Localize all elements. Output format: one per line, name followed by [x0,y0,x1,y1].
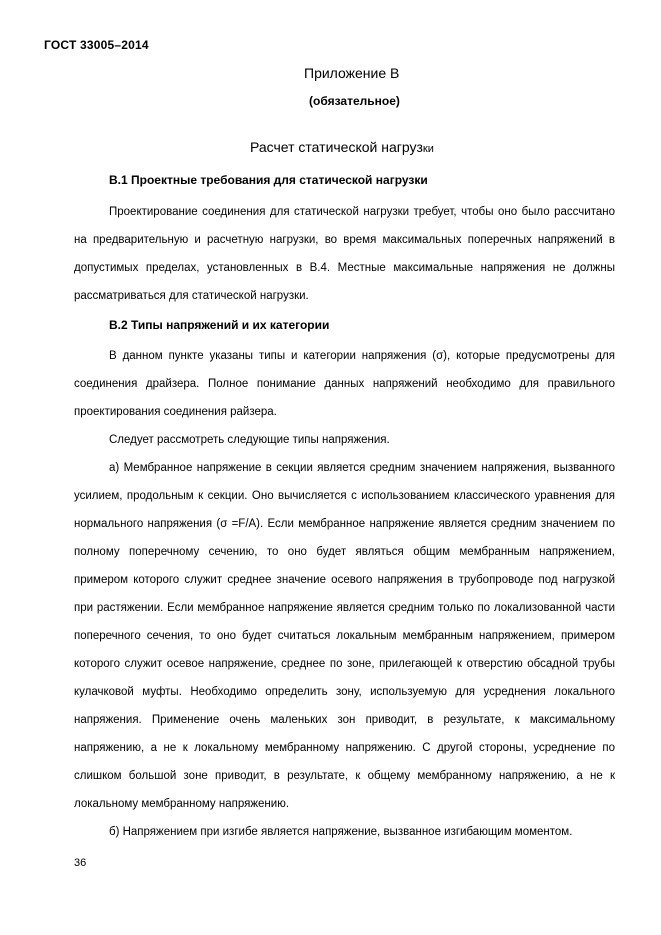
appendix-title: Приложение В [304,65,400,81]
paragraph-b2-item-b: б) Напряжением при изгибе является напряжение, вызванное изгибающим моментом. [109,826,573,838]
standard-code: ГОСТ 33005–2014 [44,38,149,52]
subsection-heading-b2: В.2 Типы напряжений и их категории [109,318,330,332]
paragraph-b2-item-a: а) Мембранное напряжение в секции является средним значением напряжения, вызванного усилием, продольным к секции. Оно вычисляется с использованием классического уравнения для нормального напряжения (σ =F/A). Если мембранное напряжение является средним значением по полному поперечному сечению, то оно будет являться общим мембранным напряжением, примером которого служит среднее значение осевого напряжения в трубопроводе под нагрузкой при растяжении. Если мембранное напряжение является средним только по локализованной части поперечного сечения, то оно будет считаться локальным мембранным напряжением, примером которого служит осевое напряжение, среднее по зоне, прилегающей к отверстию обсадной трубы кулачковой муфты. Необходимо определить зону, используемую для усреднения локального напряжения. Применение очень маленьких зон приводит, в результате, к максимальному напряжению, а не к локальному мембранному напряжению. С другой стороны, усреднение по слишком большой зоне приводит, в результате, к общему мембранному напряжению, а не к локальному мембранному напряжению. [74,462,615,810]
appendix-status: (обязательное) [309,94,400,108]
subsection-heading-b1: В.1 Проектные требования для статической нагрузки [109,173,428,187]
section-title [250,139,434,155]
paragraph-b2-1: В данном пункте указаны типы и категории напряжения (σ), которые предусмотрены для соединения драйзера. Полное понимание данных напряжений необходимо для правильного проектирования соединения райзера. [74,350,615,418]
page-number: 36 [74,857,87,869]
paragraph-b1-1: Проектирование соединения для статической нагрузки требует, чтобы оно было рассчитано на предварительную и расчетную нагрузки, во время максимальных поперечных напряжений в допустимых пределах, установленных в В.4. Местные максимальные напряжения не должны рассматриваться для статической нагрузки. [74,206,615,302]
section-title-main: Расчет статической нагруз [250,139,423,155]
paragraph-b2-2: Следует рассмотреть следующие типы напряжения. [109,434,390,446]
section-title-tail: ки [422,143,434,155]
